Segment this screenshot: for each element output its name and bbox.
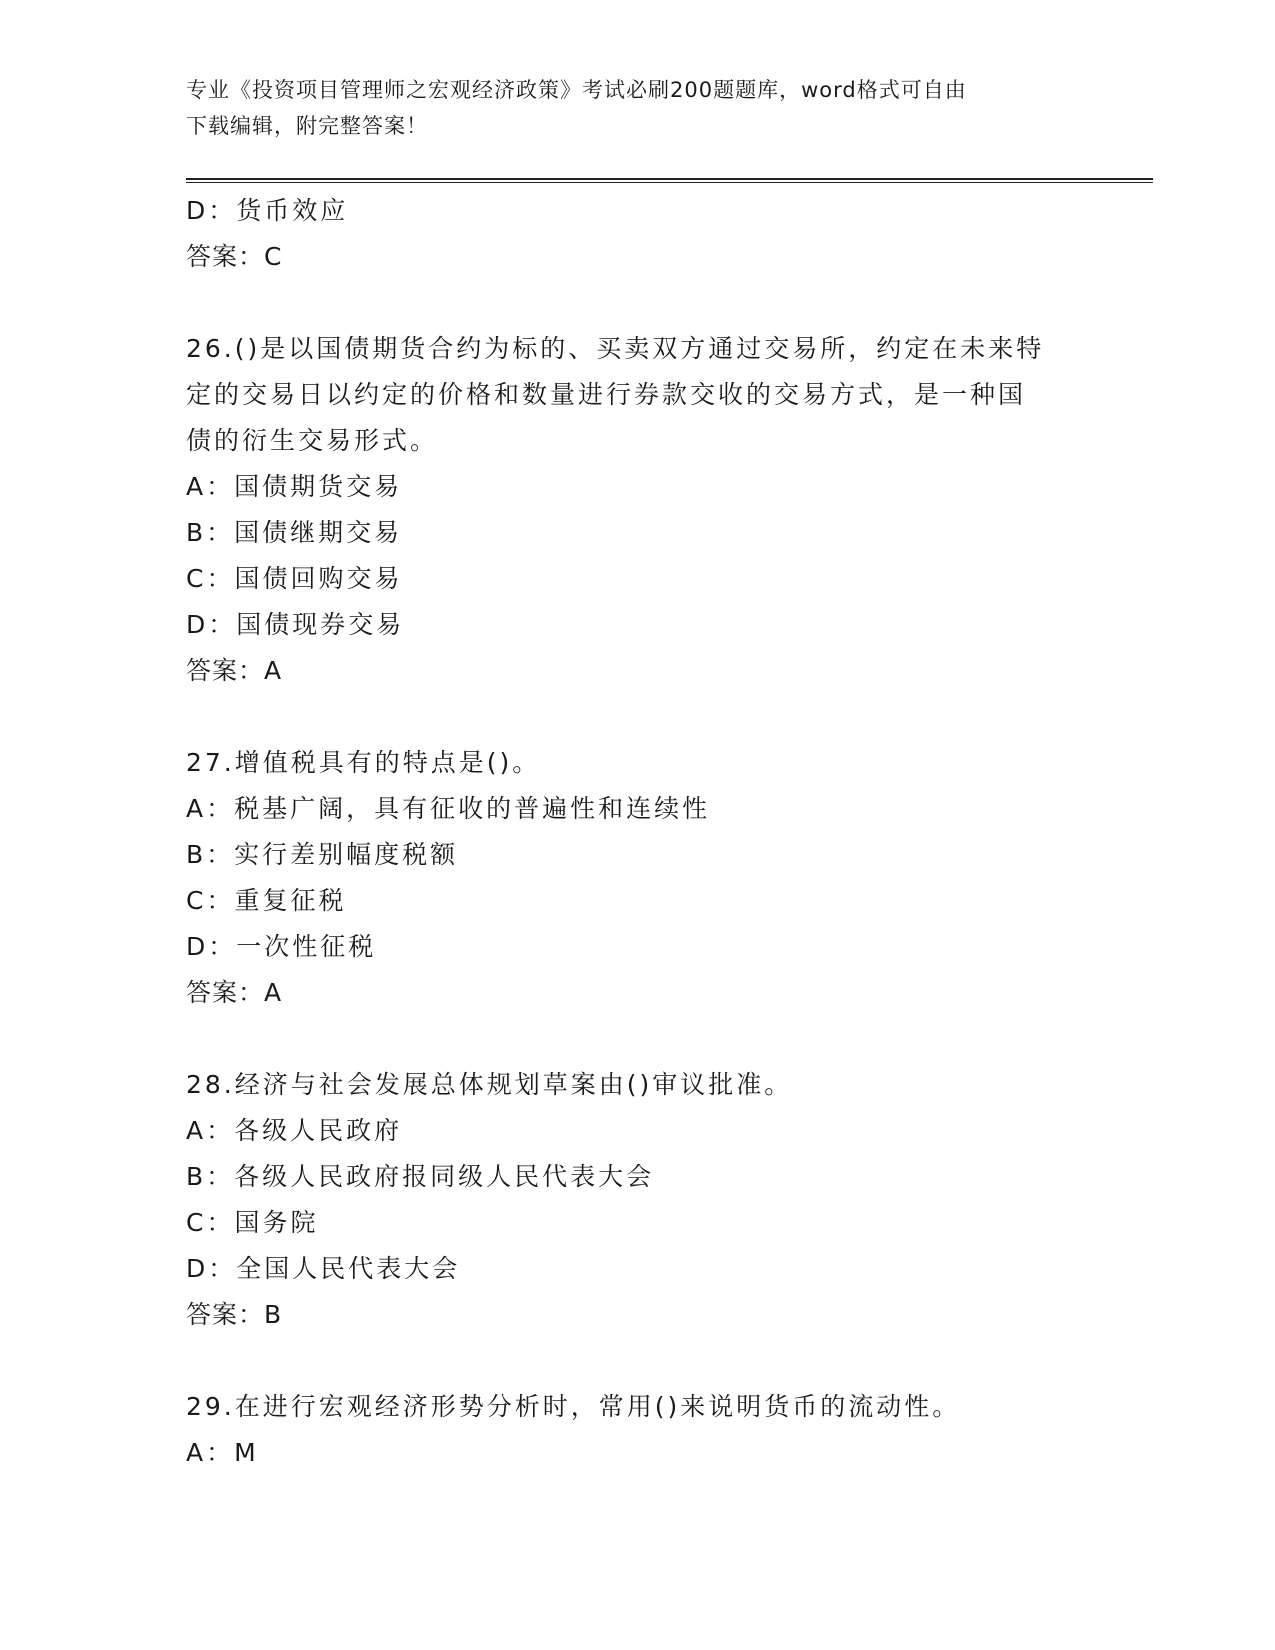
question-text: 27.增值税具有的特点是()。 xyxy=(186,748,541,777)
question-content xyxy=(186,188,1086,1476)
option-line: A：M xyxy=(186,1438,259,1467)
option-line: A：国债期货交易 xyxy=(186,472,403,501)
header-line-1: 专业《投资项目管理师之宏观经济政策》考试必刷200题题库，word格式可自由 xyxy=(186,78,967,102)
header-line-2: 下载编辑，附完整答案！ xyxy=(186,114,428,138)
blank-gap xyxy=(186,694,1086,740)
option-line: D：全国人民代表大会 xyxy=(186,1254,461,1283)
header-divider xyxy=(186,178,1153,183)
blank-gap xyxy=(186,280,1086,326)
answer-line: 答案：A xyxy=(186,656,283,685)
answer-line: 答案：A xyxy=(186,978,283,1007)
document-header xyxy=(186,72,1086,144)
answer-line: 答案：B xyxy=(186,1300,283,1329)
question-text: 定的交易日以约定的价格和数量进行券款交收的交易方式，是一种国 xyxy=(186,380,1027,409)
option-line: B：国债继期交易 xyxy=(186,518,403,547)
question-text: 债的衍生交易形式。 xyxy=(186,426,439,455)
option-line: B：各级人民政府报同级人民代表大会 xyxy=(186,1162,655,1191)
option-line: D：一次性征税 xyxy=(186,932,377,961)
blank-gap xyxy=(186,1338,1086,1384)
option-line: D：货币效应 xyxy=(186,196,349,225)
question-text: 28.经济与社会发展总体规划草案由()审议批准。 xyxy=(186,1070,793,1099)
blank-gap xyxy=(186,1016,1086,1062)
option-line: A：税基广阔，具有征收的普遍性和连续性 xyxy=(186,794,711,823)
option-line: B：实行差别幅度税额 xyxy=(186,840,459,869)
question-text: 29.在进行宏观经济形势分析时，常用()来说明货币的流动性。 xyxy=(186,1392,961,1421)
option-line: C：国债回购交易 xyxy=(186,564,403,593)
option-line: D：国债现券交易 xyxy=(186,610,405,639)
option-line: A：各级人民政府 xyxy=(186,1116,403,1145)
option-line: C：国务院 xyxy=(186,1208,319,1237)
question-text: 26.()是以国债期货合约为标的、买卖双方通过交易所，约定在未来特 xyxy=(186,334,1045,363)
option-line: C：重复征税 xyxy=(186,886,347,915)
answer-line: 答案：C xyxy=(186,242,283,271)
